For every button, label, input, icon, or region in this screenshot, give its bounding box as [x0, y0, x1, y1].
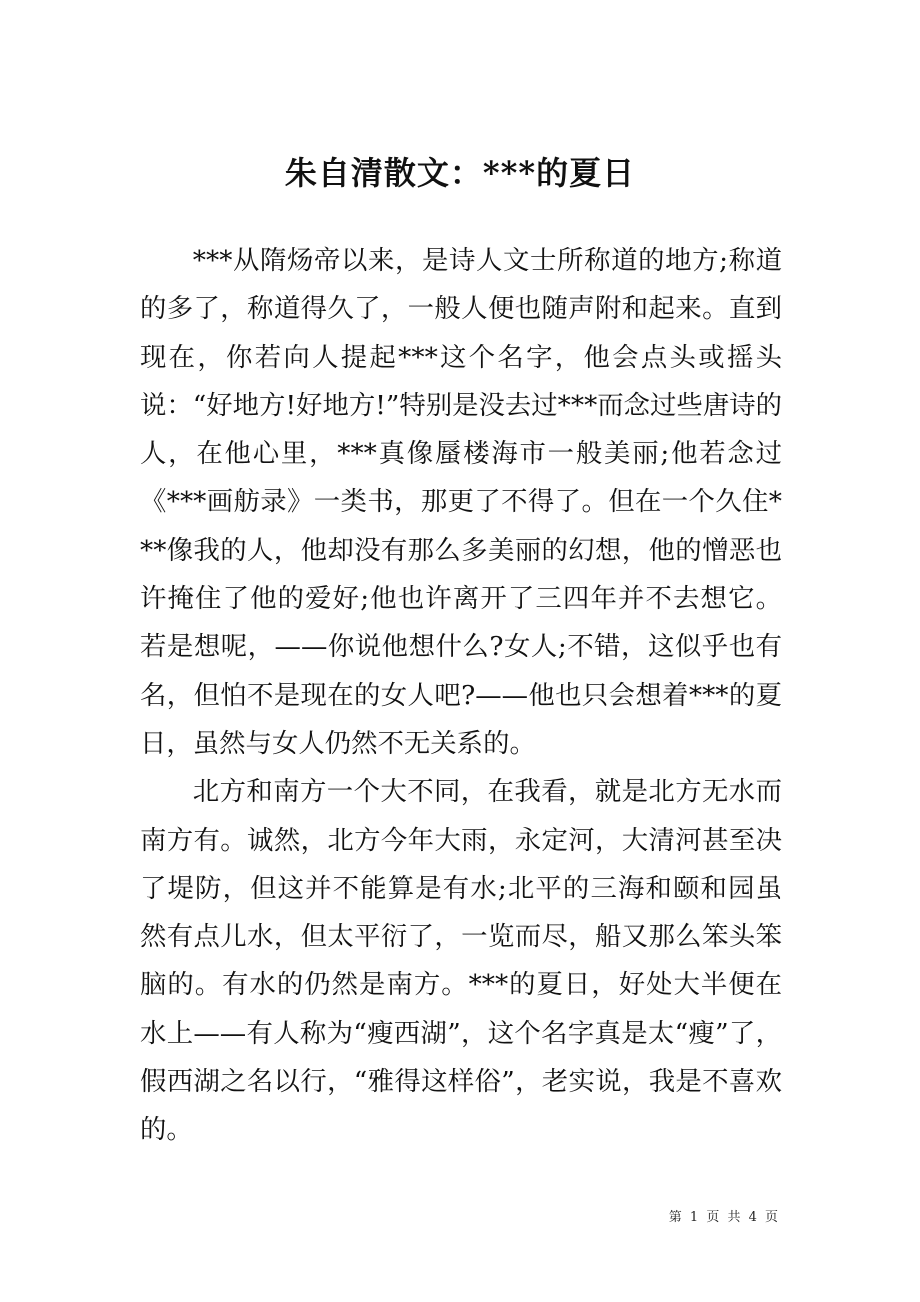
- paragraph-2: 北方和南方一个大不同，在我看，就是北方无水而南方有。诚然，北方今年大雨，永定河，大清河甚至决了堤防，但这并不能算是有水;北平的三海和颐和园虽然有点儿水，但太平衍了，一览而尽，船又那么笨头笨脑的。有水的仍然是南方。***的夏日，好处大半便在水上——有人称为“瘦西湖”，这个名字真是太“瘦”了，假西湖之名以行，“雅得这样俗”，老实说，我是不喜欢的。: [140, 776, 782, 1146]
- paragraph-1: ***从隋炀帝以来，是诗人文士所称道的地方;称道的多了，称道得久了，一般人便也随声附和起来。直到现在，你若向人提起***这个名字，他会点头或摇头说：“好地方!好地方!”特别是没去过***而念过些唐诗的人，在他心里，***真像蜃楼海市一般美丽;他若念过《***画舫录》一类书，那更了不得了。但在一个久住***像我的人，他却没有那么多美丽的幻想，他的憎恶也许掩住了他的爱好;他也许离开了三四年并不去想它。若是想呢，——你说他想什么?女人;不错，这似乎也有名，但怕不是现在的女人吧?——他也只会想着***的夏日，虽然与女人仍然不无关系的。: [140, 245, 782, 759]
- document-title: 朱自清散文：***的夏日: [284, 154, 636, 193]
- page-number-footer: 第 1 页 共 4 页: [668, 1210, 780, 1225]
- document-body: [140, 237, 782, 1155]
